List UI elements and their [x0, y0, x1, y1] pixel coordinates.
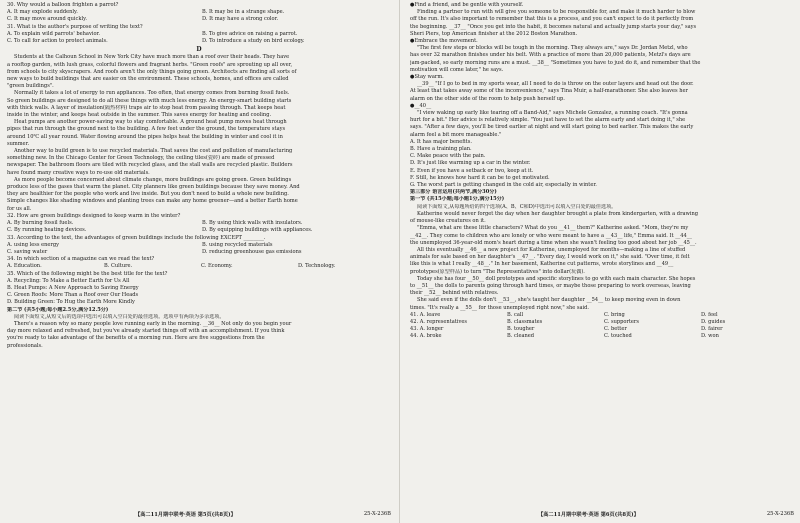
cloze-line: "Emma, what are these little characters? What do you __41__ them?" Katherine asked. "Mom, they're my [417, 225, 689, 232]
paragraph-line: Finding a partner to run with will give you someone to be responsible for, and make it much harder to blow [417, 9, 696, 16]
passage-line: for us all. [7, 205, 32, 212]
cloze-line: their __52__ behind with relatives. [410, 290, 499, 297]
paragraph-line: "The first few steps or blocks will be tough in the morning. They always are," says Dr. Jordan Metzl, who [417, 45, 688, 52]
option: B. classmates [507, 318, 543, 325]
exam-code: 25-X-236B [766, 511, 794, 517]
cloze-intro-line: There's a reason why so many people love running early in the morning. __36__ Not only do you begin your [14, 320, 292, 327]
question-41-options [410, 312, 794, 319]
choice-option: E. Even if you have a setback or two, keep at it. [410, 167, 534, 174]
passage-line: Students at the Calhoun School in New York City have much more than a roof over their heads. They have [14, 54, 290, 61]
cloze-intro-line: you're ready to take advantage of the benefits of a morning run. Here are five suggestions from the [7, 335, 265, 342]
passage-line: have found many creative ways to re-use old materials. [7, 169, 150, 176]
paragraph-line: At least that takes away some of the inconvenience," says Tina Muir, a half-marathoner. She also leaves her [410, 88, 688, 95]
passage-d [7, 54, 391, 212]
paragraph-line: has over 32 marathon finishes under his belt. With a practice of more than 20,000 patients, Metzl's days are [410, 52, 691, 59]
choice-option: G. The worst part is getting changed in the cold air, especially in winter. [410, 182, 597, 189]
section-2-heading: 第二节 (共5小题;每小题2.5分,满分12.5分) [7, 306, 109, 313]
passage-line: with thick walls. A layer of insulation(隔热材料) traps air to stop heat from passing through. That keeps heat [7, 104, 286, 111]
page-6-column [410, 2, 794, 507]
option: A. using less energy [7, 241, 59, 248]
choice-option: F. Still, he knows how hard it can be to get motivated. [410, 174, 550, 181]
passage-line: "green buildings". [7, 83, 54, 90]
passage-line: Normally it takes a lot of energy to run appliances. Too often, that energy comes from burning fossil fuels. [14, 90, 290, 97]
choice-option: B. Have a training plan. [410, 146, 472, 153]
paragraph-line: off the run. It's also important to remember that this is a process, and you can't expect to do it perfectly from [410, 16, 694, 23]
option: D. guides [701, 318, 726, 325]
passage-line: from schools to city skyscrapers. And roofs aren't the only things going green. Architects are finding all sorts of [7, 68, 297, 75]
option: D. reducing greenhouse gas emissions [202, 248, 302, 255]
question-31-stem: 31. What is the author's purpose of writing the text? [7, 23, 143, 30]
passage-line: a rooftop garden, with lush grass, colorful flowers and fragrant herbs. "Green roofs" are sprouting up all over, [7, 61, 293, 68]
page-5-column [7, 2, 391, 507]
section-1-instructions: 阅读下面短文,从每题所给的四个选项(A、B、C和D)中选出可以填入空白处的最佳选项。 [417, 203, 617, 210]
cloze-line: She said even if the dolls don't __53__, she's taught her daughter __54__ to keep moving even in down [417, 297, 681, 304]
paragraph-line: alarm feel a bit more manageable." [410, 131, 502, 138]
section-2-instructions: 阅读下面短文,从短文后的选项中选出可以填入空白处的最佳选项。选项中有两项为多余选项。 [14, 313, 225, 320]
cloze-line: to __51__ the dolls to parents going through hard times, or maybe those preparing to work overseas, leaving [410, 282, 691, 289]
passage-line: Simple changes like shading windows and planting trees can make any home greener—and a better Earth home [7, 198, 298, 205]
option: D. By equipping buildings with appliances. [202, 227, 313, 234]
passage-line: new ways to build buildings that are easier on the environment. These schools, homes, and offices are called [7, 76, 289, 83]
option: C. Green Roofs: More Than a Roof over Our Heads [7, 292, 139, 299]
question-32-options [7, 220, 391, 234]
question-43-options [410, 326, 794, 333]
passage-line: something new. In the Chicago Center for Green Technology, the ceiling tiles(瓷砖) are made of pressed [7, 155, 275, 162]
cloze-line: times. "It's really a __55__ for those unemployed right now," she said. [410, 304, 590, 311]
option: 44. A. broke [410, 333, 442, 340]
option: C. By running heating devices. [7, 227, 87, 234]
page-number-label: 【高二11月期中联考·英语 第5页(共8页)】 [135, 511, 236, 518]
option: C. supporters [604, 318, 639, 325]
passage-line: newspaper. The bathroom floors are tiled with recycled glass, and the stall walls are recycled plastic. Builders [7, 162, 293, 169]
option: B. call [507, 311, 524, 318]
option: D. To introduce a study on bird ecology. [202, 38, 305, 45]
page-5-footer [7, 509, 391, 519]
choice-option: D. It's just like warming up a car in the winter. [410, 160, 531, 167]
page-divider [399, 0, 400, 523]
tip-heading: ●Stay warm. [410, 74, 444, 81]
cloze-line: prototypes(原型样品) to turn "The Representatives" into dollar(玩偶). [410, 268, 585, 275]
passage-d-heading: D [196, 46, 202, 54]
option: B. To give advice on raising a parrot. [202, 30, 298, 37]
paragraph-line: the beginning. __37__ "Once you get into the habit, it becomes natural and actually jump starts your day," says [410, 23, 697, 30]
paragraph-line: "I view waking up early like tearing off a Band-Aid," says Michele Gonzalez, a running coach. "It's gonna [417, 110, 688, 117]
paragraph-line: alarm on the other side of the room to help push herself up. [410, 95, 565, 102]
question-30-options [7, 9, 391, 23]
cloze-line: like this is what I really __48__." In her basement, Katherine cut patterns, wrote storylines and __49__ [410, 261, 674, 268]
passage-line: around 10℃ all year round. Water flowing around the pipes helps heat the building in winter and cool it in [7, 133, 283, 140]
option: C. better [604, 326, 627, 333]
option: C. Economy. [201, 263, 233, 270]
cloze-intro-line: professionals. [7, 342, 43, 349]
passage-line: Heat pumps are another power-saving way to stay comfortable. A ground heat pump moves heat through [14, 119, 287, 126]
option: B. Culture. [104, 263, 133, 270]
cloze-line: the unemployed 36-year-old mom's heart during a time when she wasn't feeling too good about her job __45__. [410, 239, 697, 246]
passage-line: As more people become concerned about climate change, more buildings are going green. Green buildings [14, 176, 292, 183]
paragraph-line: jam-packed, so early morning runs are a must. __38__ "Sometimes you have to just do it, and remember that the [410, 59, 701, 66]
passage-line: produce less of the gases that warm the planet. City planners like green buildings because they save money. And [7, 184, 300, 191]
question-34-options [7, 263, 391, 270]
option: 43. A. longer [410, 326, 444, 333]
passage-line: inside in the winter, and keeps heat outside in the summer. This saves energy for heating and cooling. [7, 112, 272, 119]
cloze-line: of mouse-like creatures on it. [410, 218, 486, 225]
question-33-stem: 33. According to the text, the advantages of green buildings include the following EXCEPT ________. [7, 234, 266, 241]
passage-line: So green buildings are designed to do all these things with much less energy. An energy-smart building starts [7, 97, 292, 104]
question-42-options [410, 319, 794, 326]
cloze-line: Katherine would never forget the day when her daughter brought a plate from kindergarten, with a drawing [417, 210, 699, 217]
cloze-line: __42__. They come to children who are lonely or who were meant to have a __43__ life," Emma said. It __44__ [410, 232, 692, 239]
option: D. It may have a strong color. [202, 16, 279, 23]
option: B. using recycled materials [202, 241, 273, 248]
option: A. To explain wild parrots' behavior. [7, 30, 101, 37]
question-35-stem: 35. Which of the following might be the best title for the text? [7, 270, 168, 277]
cloze-intro-line: day more relaxed and refreshed, but you've already started things off with an accomplishment. If you think [7, 328, 285, 335]
option: C. To call for action to protect animals. [7, 38, 108, 45]
question-33-options [7, 242, 391, 256]
passage-line: Another way to build green is to use recycled materials. That saves the cost and pollution of manufacturing [14, 148, 293, 155]
exam-code: 25-X-236B [363, 511, 391, 517]
option: B. By using thick walls with insulators. [202, 220, 303, 227]
question-34-stem: 34. In which section of a magazine can we read the text? [7, 256, 155, 263]
part-3-heading: 第三部分 语言运用(共两节,满分30分) [410, 189, 497, 196]
tip-heading: ●__40__ [410, 102, 432, 109]
cloze-line: All this eventually __46__ a new project for Katherine, unemployed for months—making a line of stuffed [417, 246, 686, 253]
paragraph-line: motivation will come later," he says. [410, 66, 504, 73]
page-6-footer [410, 509, 794, 519]
option: A. Education. [7, 263, 42, 270]
option: D. feel [701, 311, 718, 318]
option: C. touched [604, 333, 632, 340]
paragraph-line: hurt for a bit." Her advice is relatively simple. "You just have to set the alarm early and start doing it," she [410, 117, 686, 124]
question-31-options [7, 31, 391, 45]
option: 41. A. leave [410, 311, 441, 318]
option: 42. A. representatives [410, 318, 467, 325]
cloze-line: animals for sale based on her daughter's __47__. "Every day, I would work on it," she said. "Over time, it felt [410, 254, 690, 261]
cloze-line: Today she has four __50__ doll prototypes and specific storylines to go with each main character. She hopes [417, 275, 696, 282]
option: C. bring [604, 311, 625, 318]
option: B. tougher [507, 326, 535, 333]
paragraph-line: Sheri Piers, top American finisher at the 2012 Boston Marathon. [410, 30, 578, 37]
option: C. saving water [7, 248, 48, 255]
question-32-stem: 32. How are green buildings designed to keep warm in the winter? [7, 212, 181, 219]
option: B. cleaned [507, 333, 535, 340]
option: D. Building Green: To Hug the Earth More Kindly [7, 299, 135, 306]
passage-line: summer. [7, 140, 30, 147]
option: B. Heat Pumps: A New Approach to Saving Energy [7, 284, 139, 291]
choice-option: A. It has major benefits. [410, 138, 472, 145]
tip-heading: ●Find a friend, and be gentle with yourself. [410, 2, 524, 8]
option: D. Technology. [298, 263, 336, 270]
option: C. It may move around quickly. [7, 16, 87, 23]
section-1-heading: 第一节 (共15小题;每小题1分,满分15分) [410, 196, 505, 203]
option: D. fairer [701, 326, 723, 333]
question-30-stem: 30. Why would a balloon frighten a parrot? [7, 2, 119, 8]
question-44-options [410, 333, 794, 340]
option: B. It may be in a strange shape. [202, 9, 285, 16]
tip-heading: ●Embrace the movement. [410, 38, 478, 45]
passage-line: they are healthier for the people who work and live inside. But you don't need to build a whole new building. [7, 191, 289, 198]
option: D. won [701, 333, 719, 340]
paragraph-line: __39__ "If I go to bed in my sports wear, all I need to do is throw on the outer layers and head out the door. [417, 81, 694, 88]
choice-option: C. Make peace with the pain. [410, 153, 486, 160]
option: A. Recycling: To Make a Better Earth for Us All [7, 277, 130, 284]
passage-line: pipes that run through the ground next to the building. A few feet under the ground, the temperature stays [7, 126, 286, 133]
page-number-label: 【高二11月期中联考·英语 第6页(共8页)】 [538, 511, 639, 518]
option: A. It may explode suddenly. [7, 9, 78, 16]
option: A. By burning fossil fuels. [7, 220, 74, 227]
paragraph-line: says. "After a few days, you'll be tired earlier at night and will start going to bed earlier. This makes the early [410, 124, 694, 131]
